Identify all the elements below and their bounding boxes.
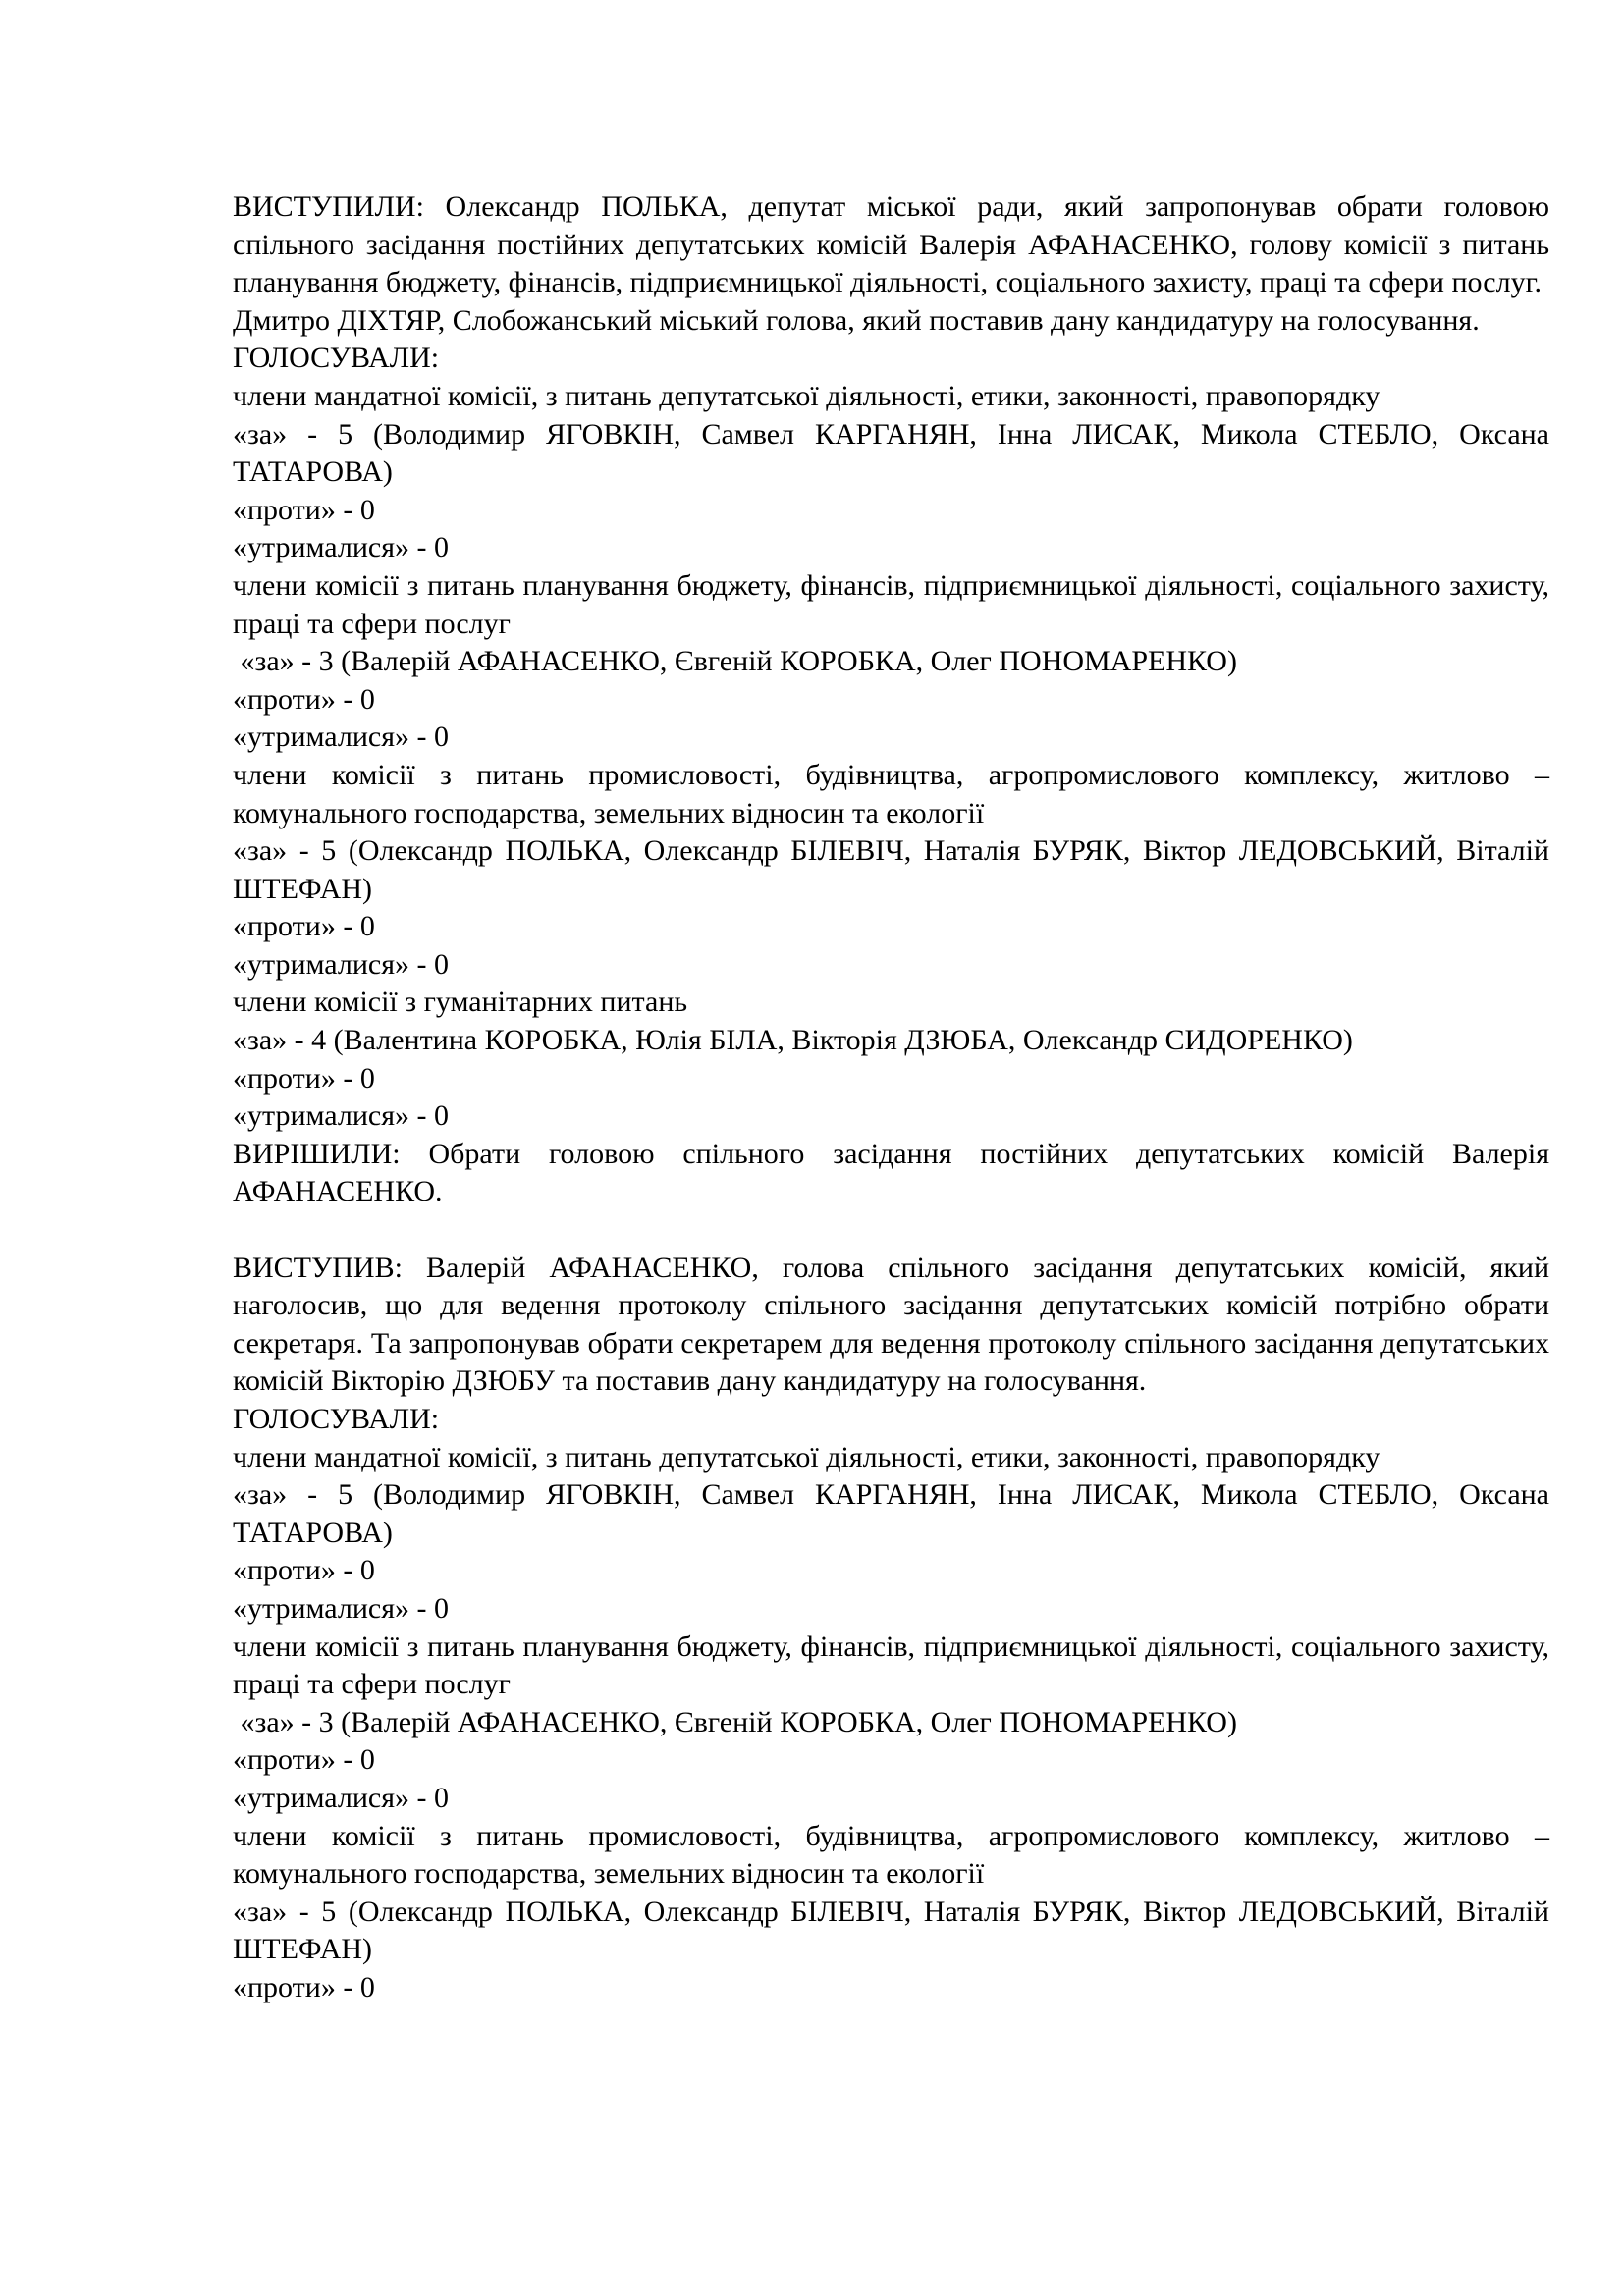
line-vote-abstained: «утрималися» - 0: [233, 1591, 450, 1625]
line-vote-against: «проти» - 0: [233, 1743, 375, 1777]
line-vote-abstained: «утрималися» - 0: [233, 721, 450, 754]
line-vote-against: «проти» - 0: [233, 910, 375, 943]
line-commission-budget: члени комісії з питань планування бюджету, фінансів, підприємницької діяльності, соціального захисту, праці та сфери послуг: [233, 1629, 1549, 1701]
line-commission-humanitarian: члени комісії з гуманітарних питань: [233, 986, 688, 1019]
paragraph-mayor-dikhtiar: Дмитро ДІХТЯР, Слобожанський міський голова, який поставив дану кандидатуру на голосування.: [233, 303, 1480, 337]
paragraph-decided: ВИРІШИЛИ: Обрати головою спільного засідання постійних депутатських комісій Валерія АФАНАСЕНКО.: [233, 1137, 1549, 1208]
line-commission-industry: члени комісії з питань промисловості, будівництва, агропромислового комплексу, житлово – комунального господарства, земельних відносин та екології: [233, 758, 1549, 829]
line-vote-against: «проти» - 0: [233, 493, 375, 526]
line-commission-industry: члени комісії з питань промисловості, будівництва, агропромислового комплексу, житлово – комунального господарства, земельних відносин та екології: [233, 1819, 1549, 1891]
line-vote-against: «проти» - 0: [233, 1061, 375, 1095]
line-commission-budget: члени комісії з питань планування бюджету, фінансів, підприємницької діяльності, соціального захисту, праці та сфери послуг: [233, 568, 1549, 640]
line-vote-abstained: «утрималися» - 0: [233, 531, 450, 564]
line-vote-abstained: «утрималися» - 0: [233, 1781, 450, 1814]
paragraph-spoke-afanasenko: ВИСТУПИВ: Валерій АФАНАСЕНКО, голова спільного засідання депутатських комісій, який наголосив, що для ведення протоколу спільного засідання депутатських комісій потрібно обрати секретаря. Та запропонував обрати секретарем для ведення протоколу спільного засідання депутатських комісій Вікторію ДЗЮБУ та поставив дану кандидатуру на голосування.: [233, 1251, 1549, 1398]
line-vote-for: «за» - 5 (Олександр ПОЛЬКА, Олександр БІЛЕВІЧ, Наталія БУРЯК, Віктор ЛЕДОВСЬКИЙ, Віталій ШТЕФАН): [233, 834, 1549, 905]
line-vote-for: «за» - 3 (Валерій АФАНАСЕНКО, Євгеній КОРОБКА, Олег ПОНОМАРЕНКО): [233, 645, 1237, 678]
line-vote-against: «проти» - 0: [233, 1970, 375, 2003]
line-vote-against: «проти» - 0: [233, 682, 375, 716]
paragraph-spoke-polka: ВИСТУПИЛИ: Олександр ПОЛЬКА, депутат міської ради, який запропонував обрати головою спільного засідання постійних депутатських комісій Валерія АФАНАСЕНКО, голову комісії з питань планування бюджету, фінансів, підприємницької діяльності, соціального захисту, праці та сфери послуг.: [233, 190, 1549, 299]
line-vote-for: «за» - 3 (Валерій АФАНАСЕНКО, Євгеній КОРОБКА, Олег ПОНОМАРЕНКО): [233, 1705, 1237, 1738]
label-voted: ГОЛОСУВАЛИ:: [233, 342, 440, 375]
line-vote-for: «за» - 5 (Володимир ЯГОВКІН, Самвел КАРГАНЯН, Інна ЛИСАК, Микола СТЕБЛО, Оксана ТАТАРОВА): [233, 1478, 1549, 1549]
line-commission-mandate: члени мандатної комісії, з питань депутатської діяльності, етики, законності, правопорядку: [233, 379, 1380, 412]
line-vote-for: «за» - 5 (Володимир ЯГОВКІН, Самвел КАРГАНЯН, Інна ЛИСАК, Микола СТЕБЛО, Оксана ТАТАРОВА): [233, 417, 1549, 489]
line-vote-abstained: «утрималися» - 0: [233, 1099, 450, 1133]
line-vote-against: «проти» - 0: [233, 1554, 375, 1587]
line-commission-mandate: члени мандатної комісії, з питань депутатської діяльності, етики, законності, правопорядку: [233, 1440, 1380, 1473]
line-vote-abstained: «утрималися» - 0: [233, 947, 450, 981]
line-vote-for: «за» - 4 (Валентина КОРОБКА, Юлія БІЛА, Вікторія ДЗЮБА, Олександр СИДОРЕНКО): [233, 1024, 1353, 1057]
text-block: [233, 188, 1549, 2007]
label-voted: ГОЛОСУВАЛИ:: [233, 1403, 440, 1435]
line-vote-for: «за» - 5 (Олександр ПОЛЬКА, Олександр БІЛЕВІЧ, Наталія БУРЯК, Віктор ЛЕДОВСЬКИЙ, Віталій ШТЕФАН): [233, 1895, 1549, 1966]
blank-line: [233, 1211, 1549, 1250]
